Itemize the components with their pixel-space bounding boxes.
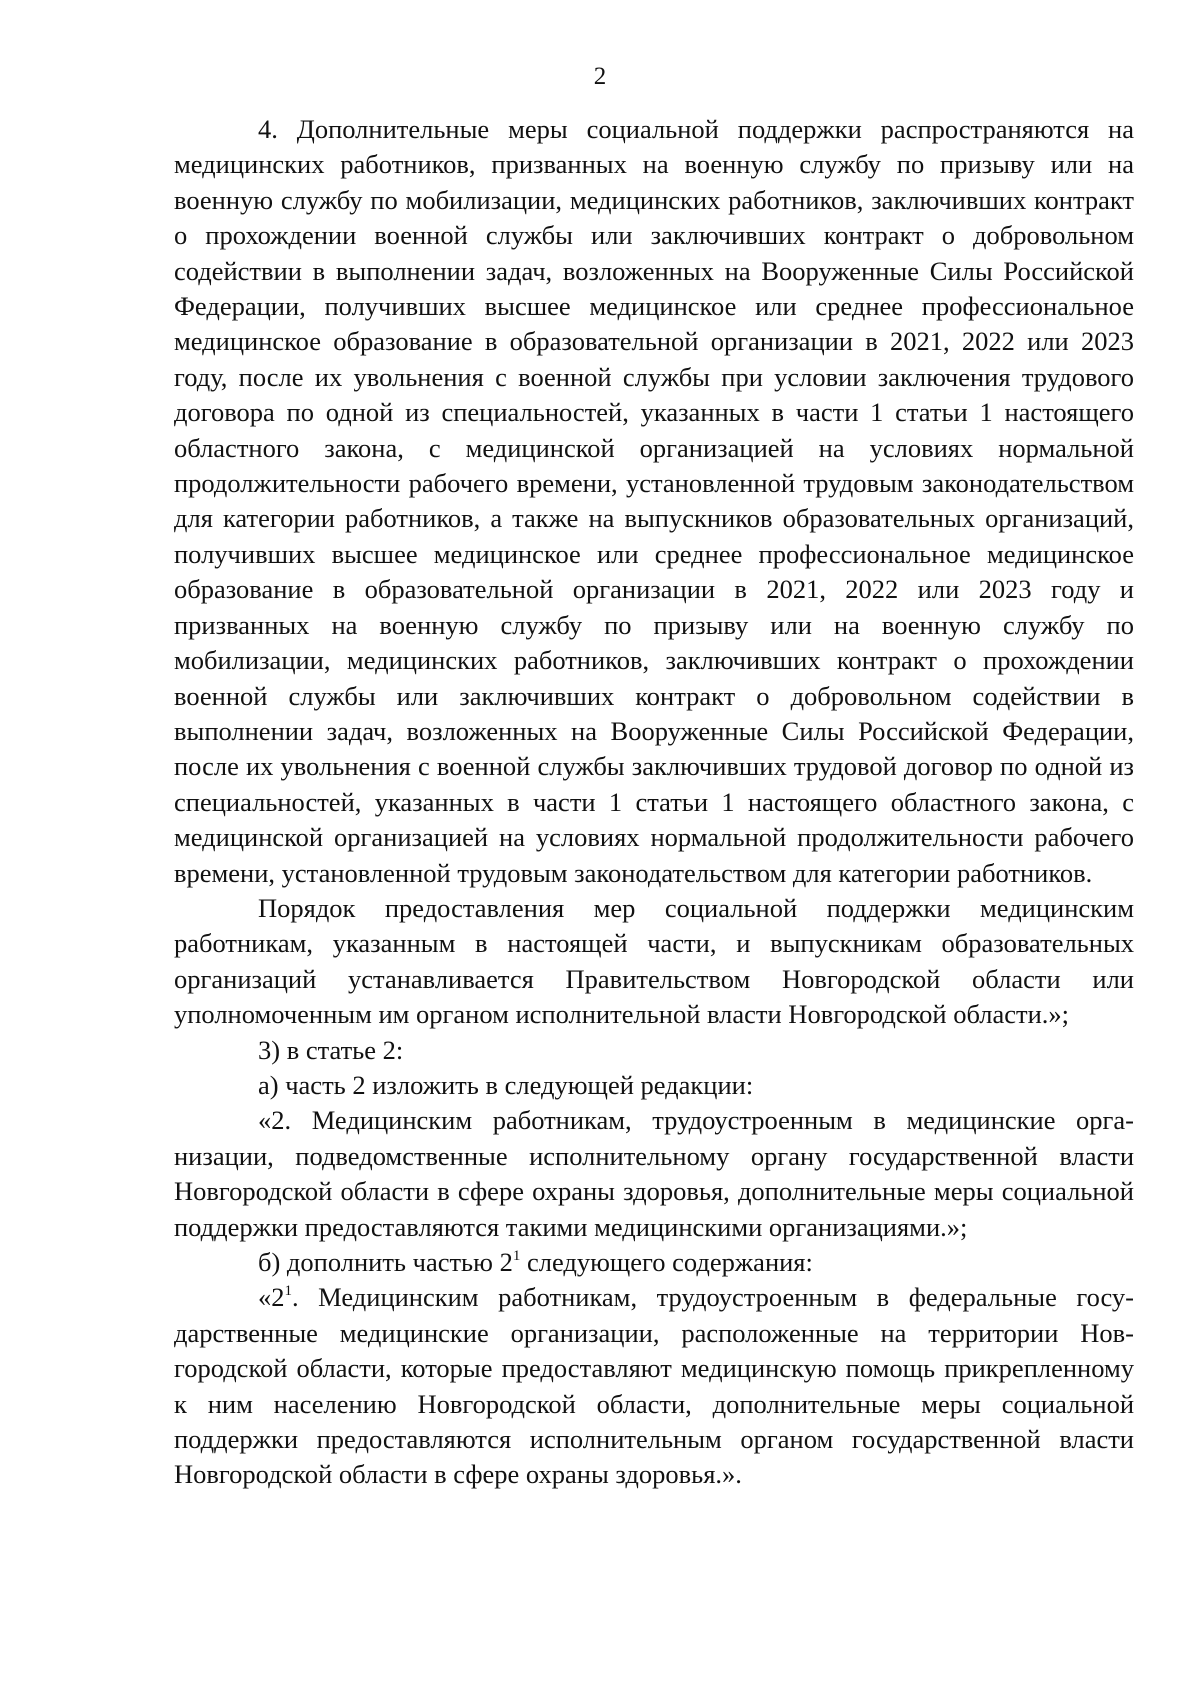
paragraph-procedure: Порядок предоставления мер социальной поддержки медицинским работникам, указанным в настоящей части, и выпускникам образовательных организаций устанавливается Правительством Новгородской области или уполномоченным им органом исполнительной власти Новгородской области.»; bbox=[174, 892, 1134, 1030]
quote-2-1-superscript: 1 bbox=[284, 1283, 292, 1300]
item-b-text: б) дополнить частью 2 bbox=[258, 1247, 513, 1277]
paragraph-part-4: 4. Дополнительные меры социальной поддержки распространяются на медицинских работников, призванных на военную службу по призыву или на военную службу по мобилизации, медицинских работников, заключивших контракт о прохождении военной службы или заключивших контракт о добровольном содействии в выполнении задач, возложенных на Вооруженные Силы Российской Федерации, получивших высшее медицинское или среднее профессиональное медицинское образование в образовательной организации в 2021, 2022 или 2023 году, после их увольнения с военной службы при условии заключения трудового договора по одной из специальностей, указанных в части 1 статьи 1 настоящего областного закона, с медицинской организацией на условиях нормальной продолжительности рабочего времени, установленной трудовым законодательством для категории работников, а также на выпускников образовательных организаций, получивших высшее медицинское или среднее профессиональное медицинское образование в образовательной организации в 2021, 2022 или 2023 году и призванных на военную службу по призыву или на военную службу по мобилизации, медицинских работников, заключивших контракт о прохождении военной службы или заключивших контракт о добровольном содействии в выполнении задач, возложенных на Вооруженные Силы Российской Федерации, после их увольнения с военной службы заключивших трудовой договор по одной из специальностей, указанных в части 1 статьи 1 настоящего областного закона, с медицинской организацией на условиях нормальной продолжительности рабочего времени, установленной трудовым законодательством для категории работников. bbox=[174, 114, 1134, 888]
document-body bbox=[174, 112, 1134, 1493]
paragraph-quote-part-2-1 bbox=[174, 1280, 1134, 1492]
page-number: 2 bbox=[593, 63, 607, 90]
quote-2-1-open: «2 bbox=[258, 1282, 285, 1313]
quote-2-1-text: . Медицинским работникам, трудоустроенным в федеральные государственные медицинские организации, расположенные на территории Новгородской области, которые предоставляют медицинскую помощь прикрепленному к ним населению Новгородской области, дополнительные меры социальной поддержки предоставляются исполнительным органом государственной власти Новгородской области в сфере охраны здоровья.». bbox=[174, 1282, 1134, 1490]
paragraph-item-a: а) часть 2 изложить в следующей редакции: bbox=[258, 1069, 754, 1100]
paragraph-item-b bbox=[174, 1245, 1134, 1280]
item-b-superscript: 1 bbox=[512, 1248, 521, 1264]
paragraph-item-3: 3) в статье 2: bbox=[258, 1034, 404, 1065]
paragraph-quote-part-2: «2. Медицинским работникам, трудоустроенным в медицинские организации, подведомственные исполнительному органу государственной власти Новгородской области в сфере охраны здоровья, дополнительные меры социальной поддержки предоставляются такими медицинскими организациями.»; bbox=[174, 1105, 1134, 1242]
item-b-suffix: следующего содержания: bbox=[520, 1247, 813, 1277]
